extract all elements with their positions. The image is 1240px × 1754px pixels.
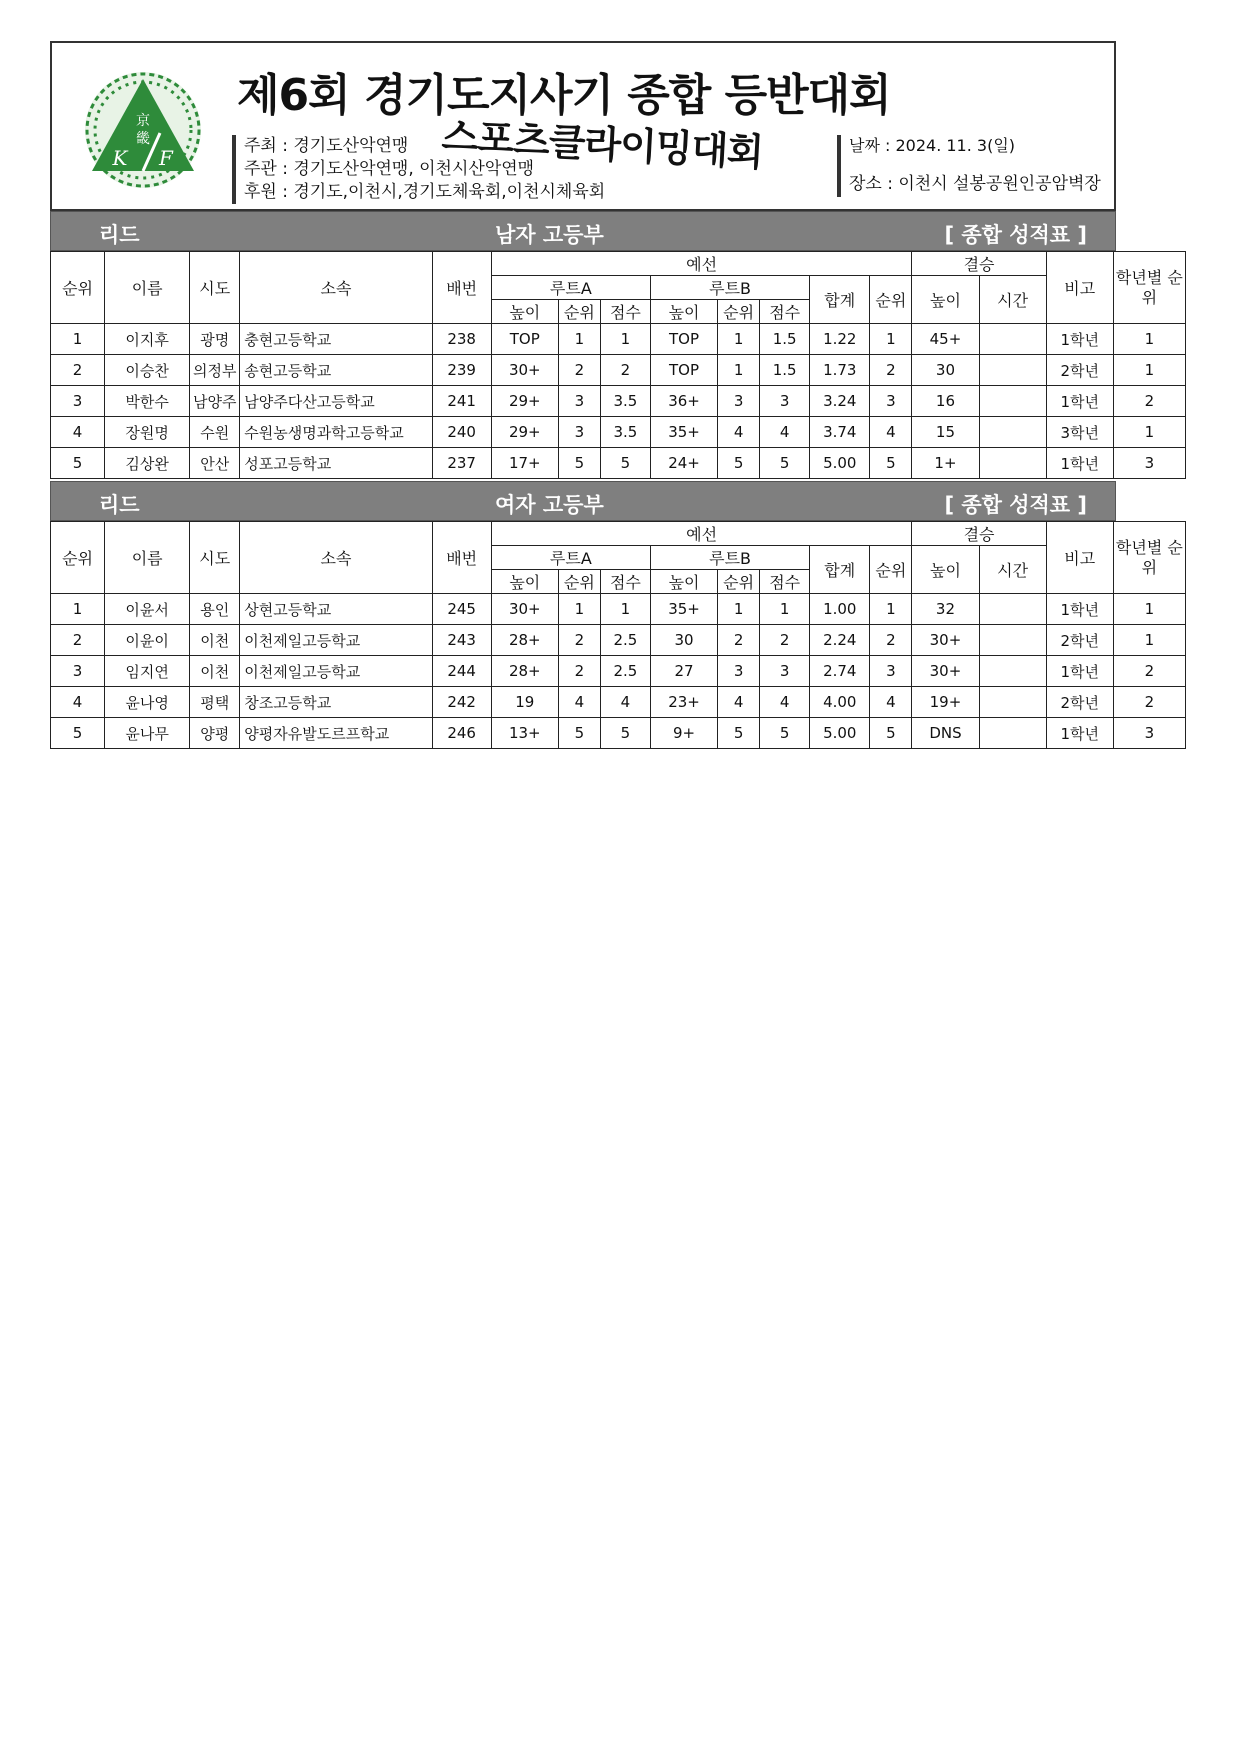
col-total-header: 합계 [810, 546, 870, 594]
cell-b-s: 2 [760, 625, 810, 656]
cell-a-s: 4 [600, 687, 650, 718]
cell-total: 2.24 [810, 625, 870, 656]
cell-a-h: 13+ [491, 718, 558, 749]
col-route-b-height-header: 높이 [650, 300, 717, 324]
cell-f-t [979, 386, 1046, 417]
cell-bib: 243 [432, 625, 491, 656]
cell-name: 윤나영 [105, 687, 190, 718]
cell-a-s: 2.5 [600, 656, 650, 687]
table-row [51, 324, 1186, 355]
section-band-women [50, 481, 1116, 521]
cell-f-h: 30 [912, 355, 979, 386]
cell-name: 임지연 [105, 656, 190, 687]
cell-b-h: TOP [650, 324, 717, 355]
cell-f-h: 45+ [912, 324, 979, 355]
cell-city: 광명 [190, 324, 240, 355]
col-route-b-header: 루트B [650, 546, 809, 570]
cell-note: 2학년 [1046, 687, 1113, 718]
cell-rank: 2 [51, 625, 105, 656]
cell-note: 1학년 [1046, 324, 1113, 355]
cell-name: 이지후 [105, 324, 190, 355]
col-route-b-score-header: 점수 [760, 570, 810, 594]
cell-f-t [979, 718, 1046, 749]
cell-aff: 수원농생명과학고등학교 [240, 417, 432, 448]
cell-a-h: 29+ [491, 386, 558, 417]
table-row [51, 448, 1186, 479]
cell-rank: 3 [51, 386, 105, 417]
cell-aff: 성포고등학교 [240, 448, 432, 479]
cell-a-s: 3.5 [600, 386, 650, 417]
sponsor-line: 후원 : 경기도,이천시,경기도체육회,이천시체육회 [244, 182, 606, 202]
cell-note: 1학년 [1046, 718, 1113, 749]
host-line: 주최 : 경기도산악연맹 [244, 136, 409, 156]
cell-city: 이천 [190, 656, 240, 687]
section-division: 남자 고등부 [495, 223, 604, 247]
col-affiliation-header: 소속 [240, 522, 432, 594]
cell-p-rank: 1 [870, 594, 912, 625]
table-row [51, 718, 1186, 749]
cell-name: 박한수 [105, 386, 190, 417]
col-grade-rank-header: 학년별 순위 [1113, 252, 1185, 324]
cell-f-h: 32 [912, 594, 979, 625]
cell-note: 1학년 [1046, 656, 1113, 687]
col-route-b-rank-header: 순위 [718, 300, 760, 324]
table-row [51, 656, 1186, 687]
event-header [50, 41, 1116, 211]
cell-name: 이윤서 [105, 594, 190, 625]
cell-a-r: 4 [558, 687, 600, 718]
cell-b-s: 1.5 [760, 355, 810, 386]
cell-grade-rank: 1 [1113, 324, 1185, 355]
cell-p-rank: 3 [870, 386, 912, 417]
cell-city: 남양주 [190, 386, 240, 417]
col-route-b-height-header: 높이 [650, 570, 717, 594]
cell-b-r: 2 [718, 625, 760, 656]
cell-name: 장원명 [105, 417, 190, 448]
cell-bib: 242 [432, 687, 491, 718]
col-city-header: 시도 [190, 522, 240, 594]
cell-total: 2.74 [810, 656, 870, 687]
cell-a-s: 5 [600, 718, 650, 749]
col-final-time-header: 시간 [979, 276, 1046, 324]
cell-a-r: 3 [558, 386, 600, 417]
table-row [51, 386, 1186, 417]
event-meta [837, 135, 1101, 197]
cell-name: 윤나무 [105, 718, 190, 749]
cell-f-h: 16 [912, 386, 979, 417]
cell-a-h: 28+ [491, 625, 558, 656]
cell-city: 양평 [190, 718, 240, 749]
cell-name: 이윤이 [105, 625, 190, 656]
cell-total: 3.74 [810, 417, 870, 448]
col-prelim-rank-header: 순위 [870, 276, 912, 324]
section-discipline: 리드 [99, 223, 140, 247]
cell-a-h: 29+ [491, 417, 558, 448]
cell-note: 2학년 [1046, 355, 1113, 386]
cell-rank: 3 [51, 656, 105, 687]
cell-a-h: 30+ [491, 594, 558, 625]
table-row [51, 417, 1186, 448]
cell-bib: 239 [432, 355, 491, 386]
cell-p-rank: 1 [870, 324, 912, 355]
cell-aff: 창조고등학교 [240, 687, 432, 718]
cell-p-rank: 5 [870, 448, 912, 479]
col-prelim-header: 예선 [491, 522, 912, 546]
cell-city: 용인 [190, 594, 240, 625]
cell-rank: 1 [51, 324, 105, 355]
cell-city: 안산 [190, 448, 240, 479]
cell-a-h: 30+ [491, 355, 558, 386]
federation-logo [80, 67, 206, 193]
cell-note: 2학년 [1046, 625, 1113, 656]
cell-f-t [979, 656, 1046, 687]
cell-b-h: 35+ [650, 417, 717, 448]
col-affiliation-header: 소속 [240, 252, 432, 324]
cell-a-r: 5 [558, 718, 600, 749]
cell-a-s: 2.5 [600, 625, 650, 656]
col-route-a-rank-header: 순위 [558, 570, 600, 594]
cell-grade-rank: 3 [1113, 718, 1185, 749]
event-title: 제6회 경기도지사기 종합 등반대회 [237, 70, 891, 121]
organizer-line: 주관 : 경기도산악연맹, 이천시산악연맹 [244, 159, 535, 179]
col-route-b-score-header: 점수 [760, 300, 810, 324]
col-total-header: 합계 [810, 276, 870, 324]
cell-f-t [979, 448, 1046, 479]
cell-rank: 5 [51, 448, 105, 479]
cell-f-t [979, 324, 1046, 355]
cell-a-r: 5 [558, 448, 600, 479]
cell-f-t [979, 687, 1046, 718]
col-route-b-rank-header: 순위 [718, 570, 760, 594]
cell-bib: 238 [432, 324, 491, 355]
cell-name: 이승찬 [105, 355, 190, 386]
cell-city: 평택 [190, 687, 240, 718]
cell-b-s: 1.5 [760, 324, 810, 355]
cell-grade-rank: 2 [1113, 656, 1185, 687]
cell-a-h: 28+ [491, 656, 558, 687]
cell-grade-rank: 2 [1113, 687, 1185, 718]
cell-rank: 5 [51, 718, 105, 749]
cell-a-s: 1 [600, 594, 650, 625]
col-note-header: 비고 [1046, 252, 1113, 324]
cell-b-r: 3 [718, 386, 760, 417]
cell-a-r: 1 [558, 594, 600, 625]
cell-note: 1학년 [1046, 386, 1113, 417]
cell-f-h: 30+ [912, 656, 979, 687]
col-grade-rank-header: 학년별 순위 [1113, 522, 1185, 594]
cell-total: 1.73 [810, 355, 870, 386]
section-kind: [ 종합 성적표 ] [944, 223, 1087, 247]
cell-city: 이천 [190, 625, 240, 656]
cell-b-r: 3 [718, 656, 760, 687]
cell-f-h: DNS [912, 718, 979, 749]
cell-bib: 240 [432, 417, 491, 448]
cell-rank: 1 [51, 594, 105, 625]
results-table-men [50, 251, 1186, 479]
cell-aff: 이천제일고등학교 [240, 625, 432, 656]
cell-a-r: 2 [558, 625, 600, 656]
section-discipline: 리드 [99, 493, 140, 517]
cell-rank: 2 [51, 355, 105, 386]
cell-b-h: 30 [650, 625, 717, 656]
cell-note: 1학년 [1046, 448, 1113, 479]
cell-b-h: 35+ [650, 594, 717, 625]
cell-total: 4.00 [810, 687, 870, 718]
cell-p-rank: 2 [870, 355, 912, 386]
cell-f-t [979, 625, 1046, 656]
cell-f-t [979, 355, 1046, 386]
cell-grade-rank: 3 [1113, 448, 1185, 479]
cell-a-s: 2 [600, 355, 650, 386]
cell-b-r: 1 [718, 594, 760, 625]
cell-total: 1.22 [810, 324, 870, 355]
logo-char-2: 畿 [136, 131, 150, 147]
cell-p-rank: 4 [870, 417, 912, 448]
cell-aff: 양평자유발도르프학교 [240, 718, 432, 749]
col-name-header: 이름 [105, 522, 190, 594]
cell-b-r: 5 [718, 718, 760, 749]
cell-b-r: 4 [718, 687, 760, 718]
cell-f-t [979, 594, 1046, 625]
cell-grade-rank: 1 [1113, 625, 1185, 656]
organizer-info [232, 135, 605, 204]
cell-city: 수원 [190, 417, 240, 448]
col-prelim-rank-header: 순위 [870, 546, 912, 594]
cell-total: 5.00 [810, 448, 870, 479]
col-name-header: 이름 [105, 252, 190, 324]
cell-a-r: 2 [558, 355, 600, 386]
col-rank-header: 순위 [51, 522, 105, 594]
cell-bib: 244 [432, 656, 491, 687]
col-final-time-header: 시간 [979, 546, 1046, 594]
col-bib-header: 배번 [432, 522, 491, 594]
cell-aff: 상현고등학교 [240, 594, 432, 625]
col-route-a-height-header: 높이 [491, 570, 558, 594]
logo-char-k: K [112, 146, 128, 170]
cell-f-h: 15 [912, 417, 979, 448]
col-prelim-header: 예선 [491, 252, 912, 276]
col-final-header: 결승 [912, 522, 1046, 546]
table-row [51, 687, 1186, 718]
cell-a-h: 17+ [491, 448, 558, 479]
col-final-header: 결승 [912, 252, 1046, 276]
cell-a-s: 5 [600, 448, 650, 479]
cell-f-t [979, 417, 1046, 448]
cell-a-s: 1 [600, 324, 650, 355]
col-note-header: 비고 [1046, 522, 1113, 594]
cell-b-h: 9+ [650, 718, 717, 749]
col-city-header: 시도 [190, 252, 240, 324]
cell-note: 3학년 [1046, 417, 1113, 448]
logo-char-1: 京 [136, 113, 150, 129]
col-rank-header: 순위 [51, 252, 105, 324]
cell-p-rank: 2 [870, 625, 912, 656]
cell-p-rank: 3 [870, 656, 912, 687]
event-subtitle: 스포츠클라이밍대회 [440, 114, 764, 175]
col-route-a-header: 루트A [491, 546, 650, 570]
cell-f-h: 19+ [912, 687, 979, 718]
cell-f-h: 30+ [912, 625, 979, 656]
cell-aff: 남양주다산고등학교 [240, 386, 432, 417]
section-division: 여자 고등부 [495, 493, 604, 517]
col-route-a-header: 루트A [491, 276, 650, 300]
cell-rank: 4 [51, 417, 105, 448]
cell-b-h: TOP [650, 355, 717, 386]
cell-b-s: 3 [760, 656, 810, 687]
cell-total: 3.24 [810, 386, 870, 417]
table-row [51, 625, 1186, 656]
cell-f-h: 1+ [912, 448, 979, 479]
cell-grade-rank: 2 [1113, 386, 1185, 417]
cell-b-h: 27 [650, 656, 717, 687]
col-final-height-header: 높이 [912, 546, 979, 594]
section-band-men [50, 211, 1116, 251]
event-venue: 장소 : 이천시 설봉공원인공암벽장 [849, 174, 1101, 194]
cell-total: 1.00 [810, 594, 870, 625]
cell-b-s: 4 [760, 687, 810, 718]
cell-p-rank: 4 [870, 687, 912, 718]
col-route-b-header: 루트B [650, 276, 809, 300]
cell-grade-rank: 1 [1113, 417, 1185, 448]
cell-bib: 241 [432, 386, 491, 417]
cell-bib: 237 [432, 448, 491, 479]
cell-aff: 송현고등학교 [240, 355, 432, 386]
col-route-a-height-header: 높이 [491, 300, 558, 324]
cell-p-rank: 5 [870, 718, 912, 749]
cell-aff: 이천제일고등학교 [240, 656, 432, 687]
cell-bib: 246 [432, 718, 491, 749]
cell-a-s: 3.5 [600, 417, 650, 448]
cell-a-h: TOP [491, 324, 558, 355]
cell-a-h: 19 [491, 687, 558, 718]
col-bib-header: 배번 [432, 252, 491, 324]
cell-name: 김상완 [105, 448, 190, 479]
cell-total: 5.00 [810, 718, 870, 749]
cell-city: 의정부 [190, 355, 240, 386]
table-row [51, 594, 1186, 625]
cell-grade-rank: 1 [1113, 355, 1185, 386]
cell-b-s: 3 [760, 386, 810, 417]
section-kind: [ 종합 성적표 ] [944, 493, 1087, 517]
cell-b-r: 5 [718, 448, 760, 479]
col-route-a-score-header: 점수 [600, 300, 650, 324]
cell-b-h: 36+ [650, 386, 717, 417]
cell-aff: 충현고등학교 [240, 324, 432, 355]
cell-a-r: 2 [558, 656, 600, 687]
logo-char-f: F [159, 146, 173, 170]
cell-rank: 4 [51, 687, 105, 718]
cell-b-s: 1 [760, 594, 810, 625]
cell-grade-rank: 1 [1113, 594, 1185, 625]
cell-b-s: 4 [760, 417, 810, 448]
event-date: 날짜 : 2024. 11. 3(일) [849, 136, 1016, 155]
cell-b-h: 23+ [650, 687, 717, 718]
cell-b-s: 5 [760, 448, 810, 479]
results-table-women [50, 521, 1186, 749]
col-route-a-score-header: 점수 [600, 570, 650, 594]
cell-b-r: 4 [718, 417, 760, 448]
cell-bib: 245 [432, 594, 491, 625]
cell-b-r: 1 [718, 355, 760, 386]
cell-b-s: 5 [760, 718, 810, 749]
col-final-height-header: 높이 [912, 276, 979, 324]
col-route-a-rank-header: 순위 [558, 300, 600, 324]
cell-a-r: 3 [558, 417, 600, 448]
cell-b-h: 24+ [650, 448, 717, 479]
cell-a-r: 1 [558, 324, 600, 355]
table-row [51, 355, 1186, 386]
cell-b-r: 1 [718, 324, 760, 355]
cell-note: 1학년 [1046, 594, 1113, 625]
